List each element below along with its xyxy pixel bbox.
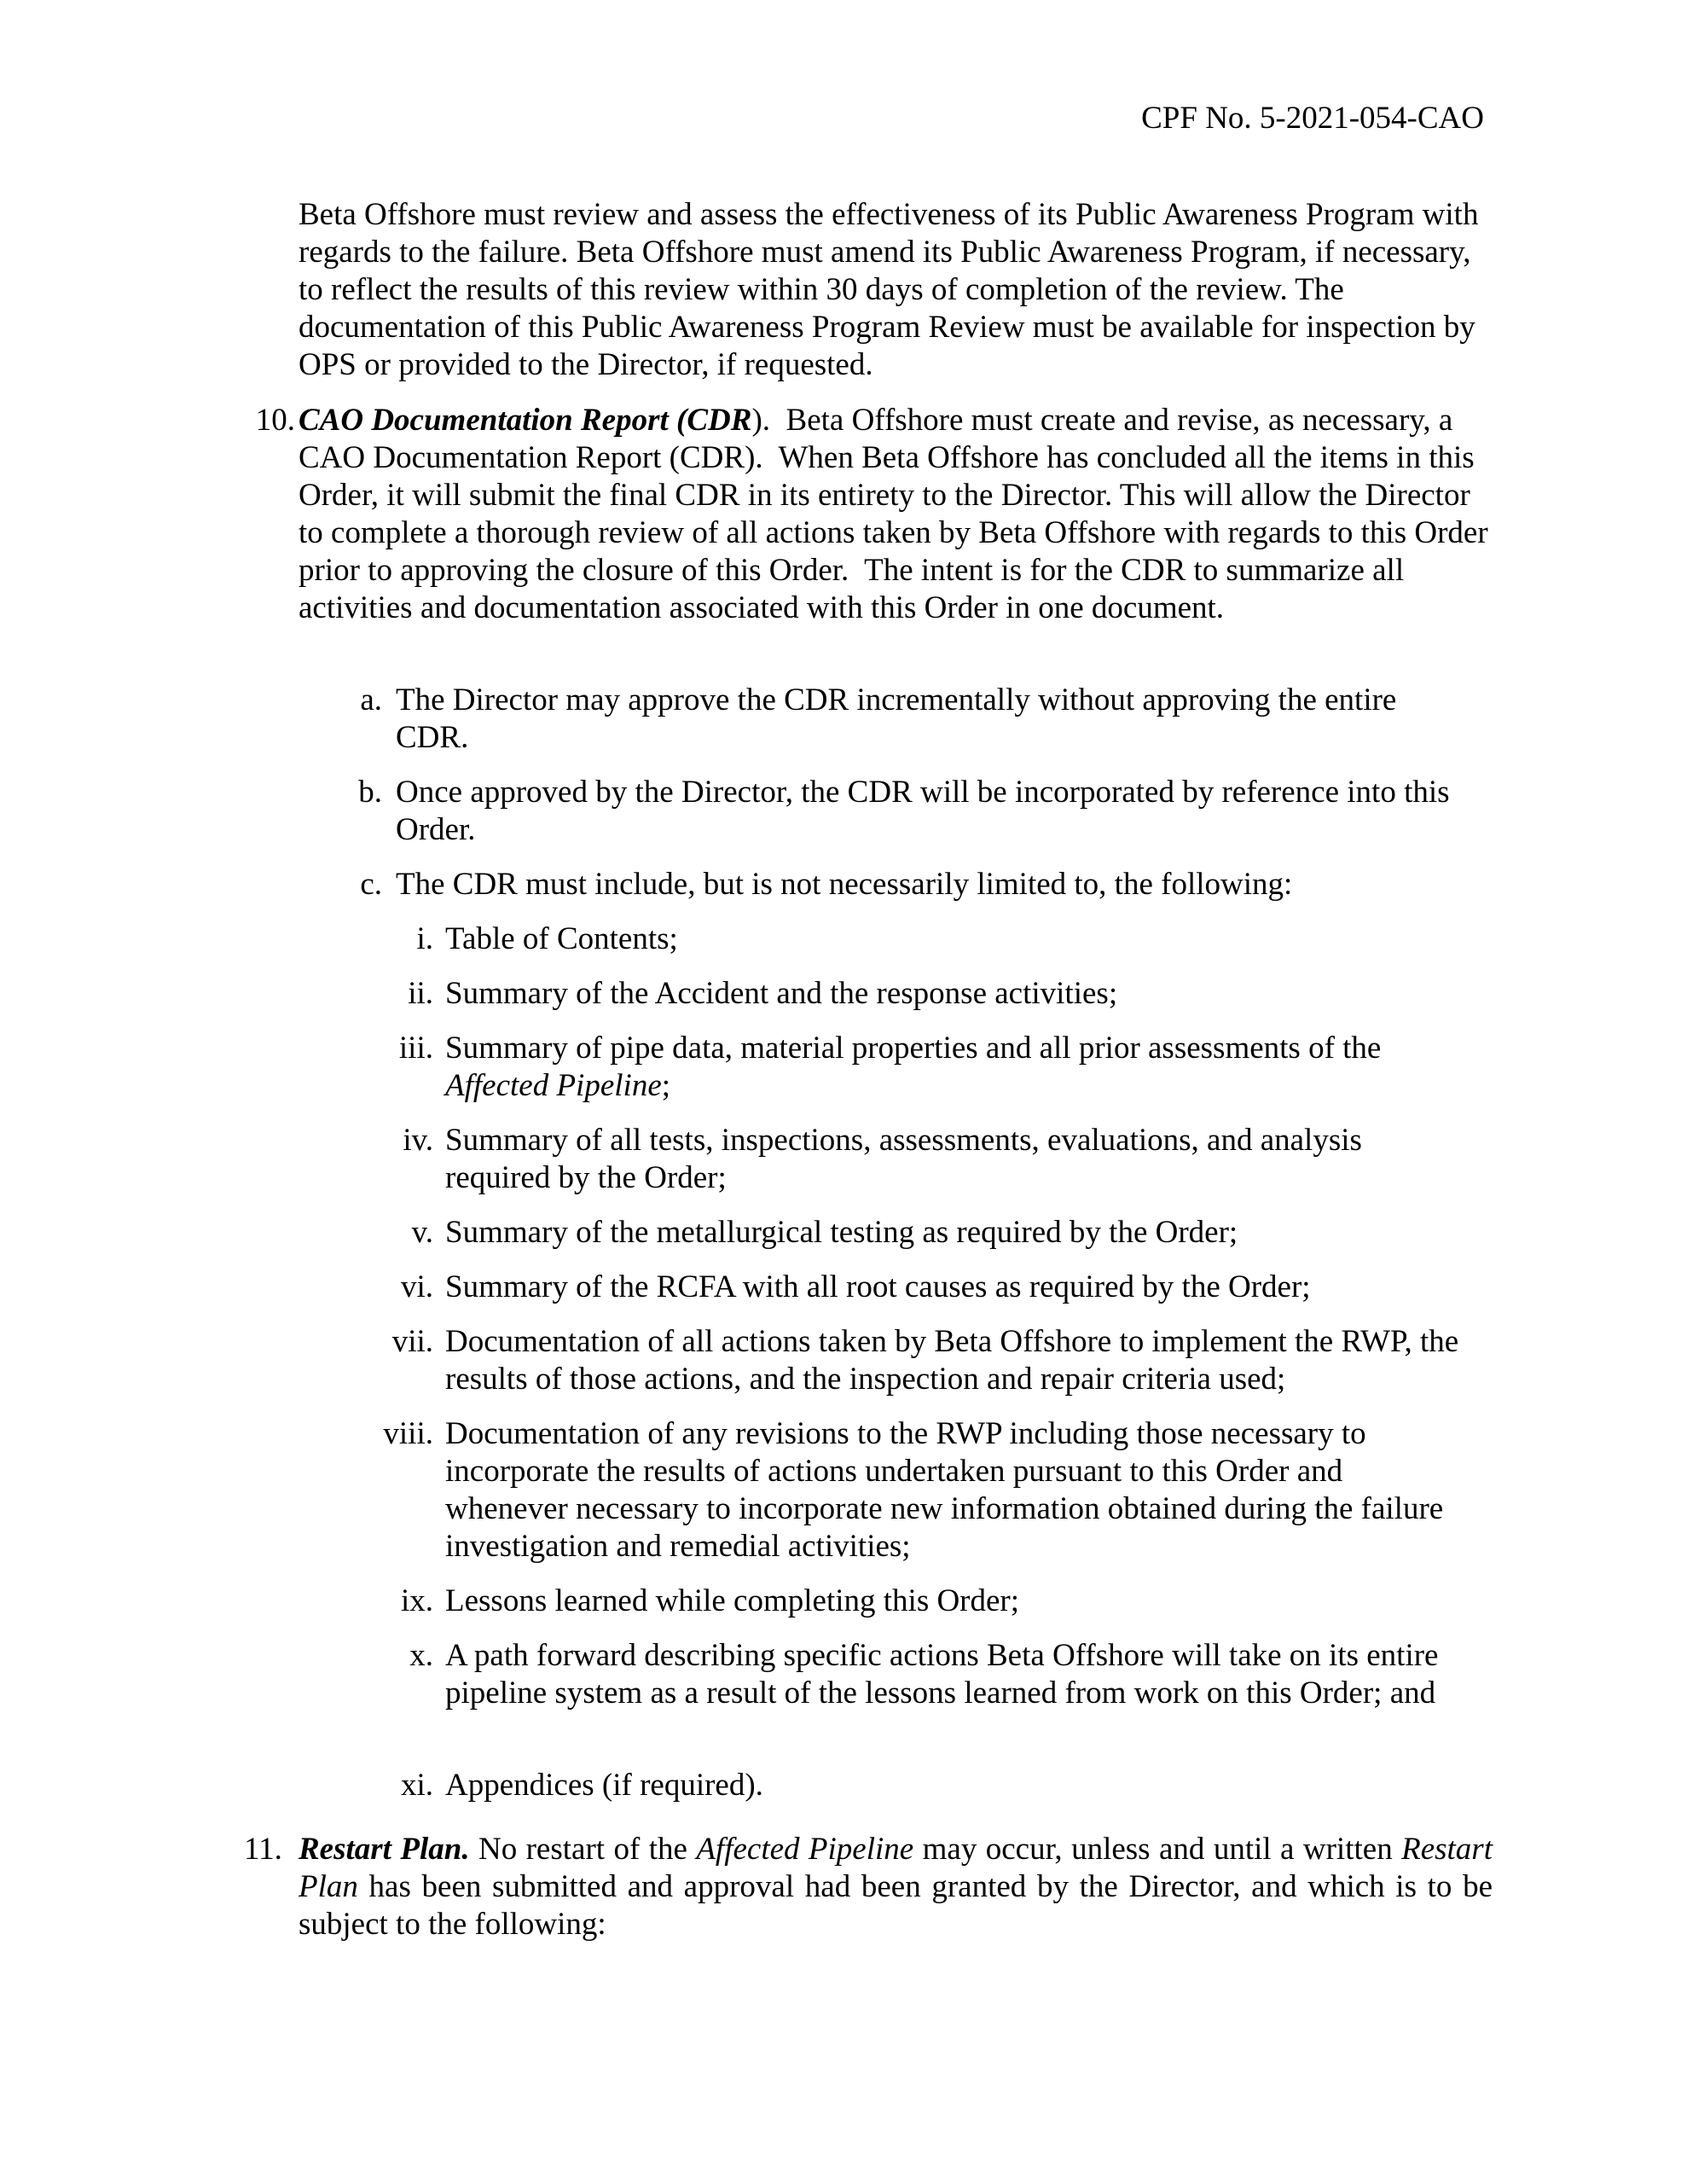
item-11-text-1: No restart of the: [469, 1832, 697, 1867]
roman-item-iii-after: ;: [661, 1068, 671, 1103]
roman-item-v-marker: v.: [411, 1215, 433, 1250]
roman-item-iii-text: Summary of pipe data, material properties and all prior assessments of the: [445, 1031, 1382, 1066]
subitem-c-text: The CDR must include, but is not necessarily limited to, the following:: [396, 867, 1293, 902]
roman-item-i-marker: i.: [416, 921, 433, 956]
item-10-title: CAO Documentation Report (CDR: [299, 403, 752, 438]
subitem-a-text: The Director may approve the CDR incrementally without approving the entire CDR.: [396, 682, 1397, 755]
subitem-a-marker: a.: [360, 682, 382, 717]
roman-item-iii: [398, 1030, 1469, 1105]
roman-item-vi-text: Summary of the RCFA with all root causes as required by the Order;: [445, 1269, 1311, 1304]
item-10-paragraph: [255, 402, 1496, 627]
roman-item-ii-text: Summary of the Accident and the response activities;: [445, 976, 1118, 1011]
subitem-b: [358, 774, 1470, 849]
roman-item-vi-marker: vi.: [400, 1269, 433, 1304]
roman-item-vii: [391, 1323, 1469, 1398]
roman-item-xi-marker: xi.: [400, 1768, 433, 1803]
roman-item-iii-italic: Affected Pipeline: [445, 1068, 662, 1103]
roman-item-i: [416, 921, 1469, 958]
subitem-c-marker: c.: [360, 867, 382, 902]
roman-item-ii-marker: ii.: [408, 976, 433, 1011]
roman-item-iv-text: Summary of all tests, inspections, assessments, evaluations, and analysis required by the Order;: [445, 1123, 1362, 1195]
roman-item-iii-marker: iii.: [398, 1031, 433, 1066]
roman-item-vii-text: Documentation of all actions taken by Beta Offshore to implement the RWP, the results of those actions, and the inspection and repair criteria used;: [445, 1324, 1459, 1397]
roman-item-viii-marker: viii.: [383, 1416, 433, 1451]
item-10-number: 10.: [255, 403, 295, 438]
item-11-paragraph: [244, 1831, 1493, 1943]
roman-item-iv-marker: iv.: [403, 1123, 433, 1158]
item-11-number: 11.: [244, 1832, 282, 1867]
roman-item-x-text: A path forward describing specific actions Beta Offshore will take on its entire pipeline system as a result of the lessons learned from work on this Order; and: [445, 1638, 1439, 1711]
subitem-a: [360, 682, 1470, 757]
item-11-text-3: has been submitted and approval had been granted by the Director, and which is to be subject to the following:: [299, 1869, 1493, 1942]
roman-item-ix: [400, 1583, 1469, 1620]
roman-item-x-marker: x.: [409, 1638, 433, 1673]
roman-item-xi: [400, 1767, 1469, 1804]
item-11-title: Restart Plan.: [299, 1832, 470, 1867]
roman-item-x: [409, 1637, 1469, 1712]
cpf-number-header: CPF No. 5-2021-054-CAO: [1141, 101, 1484, 136]
roman-item-vi: [400, 1269, 1469, 1306]
roman-item-v: [411, 1214, 1469, 1252]
roman-item-vii-marker: vii.: [391, 1324, 433, 1359]
roman-item-ii: [408, 975, 1469, 1013]
item-11-italic-1: Affected Pipeline: [696, 1832, 914, 1867]
roman-item-ix-marker: ix.: [400, 1583, 433, 1618]
roman-item-viii-text: Documentation of any revisions to the RWP including those necessary to incorporate the results of actions undertaken pursuant to this Order and whenever necessary to incorporate new information obtained during the failure investigation and remedial activities;: [445, 1416, 1444, 1564]
roman-item-iv: [403, 1122, 1469, 1197]
roman-item-xi-text: Appendices (if required).: [445, 1768, 763, 1803]
roman-item-v-text: Summary of the metallurgical testing as required by the Order;: [445, 1215, 1238, 1250]
item-10-title-suffix: ).: [751, 403, 771, 438]
intro-paragraph: Beta Offshore must review and assess the effectiveness of its Public Awareness Program with regards to the failure. Beta Offshore must amend its Public Awareness Program, if necessary, to reflect the results of this review within 30 days of completion of the review. The documentation of this Public Awareness Program Review must be available for inspection by OPS or provided to the Director, if requested.: [299, 197, 1479, 382]
roman-item-i-text: Table of Contents;: [445, 921, 678, 956]
subitem-b-text: Once approved by the Director, the CDR will be incorporated by reference into this Order.: [396, 775, 1450, 847]
roman-item-viii: [383, 1415, 1469, 1565]
roman-item-ix-text: Lessons learned while completing this Order;: [445, 1583, 1020, 1618]
subitem-c: [360, 866, 1470, 903]
subitem-b-marker: b.: [358, 775, 382, 810]
item-11-italic-2: Restart Plan: [299, 1832, 1493, 1904]
item-10-body: Beta Offshore must create and revise, as necessary, a CAO Documentation Report (CDR). When Beta Offshore has concluded all the items in this Order, it will submit the final CDR in its entirety to the Director. This will allow the Director to complete a thorough review of all actions taken by Beta Offshore with regards to this Order prior to approving the closure of this Order. The intent is for the CDR to summarize all activities and documentation associated with this Order in one document.: [299, 403, 1496, 625]
item-11-text-2: may occur, unless and until a written: [913, 1832, 1402, 1867]
